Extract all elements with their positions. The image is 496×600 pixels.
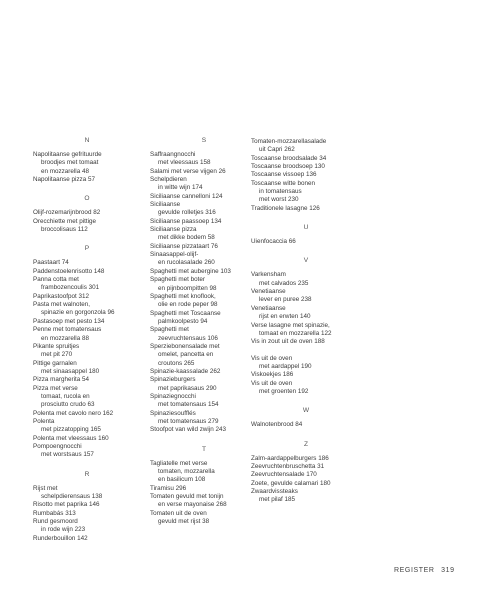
index-entry: [251, 322, 361, 339]
index-entry: [251, 171, 361, 179]
entry-continuation: rijst en erwten 140: [259, 313, 311, 321]
entry-continuation: met tomatensaus 279: [158, 418, 219, 425]
section-letter: W: [302, 407, 310, 415]
index-entry: [33, 151, 141, 176]
entry-title: Viskoekjes 186: [251, 371, 294, 379]
index-entry: [150, 276, 258, 293]
index-entry: [251, 347, 361, 355]
entry-continuation: broccolisaus 112: [41, 226, 88, 234]
entry-continuation: met pizzatopping 165: [41, 426, 101, 434]
entry-title: Saffraangnocchi: [150, 151, 196, 158]
index-entry: [150, 226, 258, 243]
entry-title: Salami met verse vijgen 26: [150, 167, 226, 175]
index-entry: [33, 435, 141, 443]
entry-title: Tomaten gevuld met tonijn: [150, 493, 224, 501]
entry-title: [251, 347, 361, 355]
index-entry: [251, 463, 361, 471]
entry-title: Zoete, gevulde calamari 180: [251, 479, 331, 487]
index-entry: [33, 485, 141, 502]
section-letter: N: [84, 137, 90, 144]
index-section: [251, 138, 361, 213]
index-column-2: [150, 136, 258, 536]
entry-title: Risotto met paprika 146: [33, 501, 100, 509]
index-entry: [150, 243, 258, 251]
index-section: [33, 194, 141, 234]
entry-continuation: met tomatensaus 154: [158, 401, 219, 409]
index-entry: [251, 421, 361, 429]
entry-title: Walnotenbrood 84: [251, 421, 303, 429]
index-entry: [150, 326, 258, 343]
index-entry: [33, 326, 141, 343]
index-entry: [150, 268, 258, 276]
index-entry: [150, 151, 258, 168]
index-entry: [33, 176, 141, 184]
entry-title: Verse lasagne met spinazie,: [251, 321, 330, 329]
index-entry: [33, 376, 141, 384]
section-letter: P: [84, 245, 90, 253]
index-entry: [150, 176, 258, 193]
entry-title: Vis uit de oven: [251, 379, 293, 387]
entry-title: Spinaziesoufflés: [150, 409, 196, 417]
index-entry: [251, 138, 361, 155]
entry-title: Stoofpot van wild zwijn 243: [150, 426, 226, 434]
index-section: [150, 445, 258, 527]
entry-title: Sperziebonensalade met: [150, 342, 220, 350]
index-entry: [33, 318, 141, 326]
entry-continuation: prosciutto crudo 63: [41, 401, 95, 409]
index-entry: [33, 343, 141, 360]
index-entry: [33, 418, 141, 435]
section-letter: S: [201, 137, 207, 144]
index-entry: [251, 488, 361, 505]
entry-continuation: in rode wijn 223: [41, 526, 86, 534]
entry-title: Siciliaanse pizza: [150, 226, 197, 234]
index-entry: [150, 426, 258, 434]
entry-continuation: omelet, pancetta en: [158, 351, 214, 359]
entry-continuation: met calvados 235: [259, 279, 309, 287]
entry-title: Olijf-rozemarijnbrood 82: [33, 209, 101, 217]
entry-title: Zwaardvissteaks: [251, 487, 298, 495]
entry-title: Tomaten-mozzarellasalade: [251, 138, 327, 145]
index-entry: [251, 238, 361, 246]
index-section: [33, 136, 141, 184]
entry-title: Tomaten uit de oven: [150, 509, 207, 517]
entry-title: Siciliaanse cannelloni 124: [150, 192, 223, 200]
entry-title: Pastasoep met pesto 134: [33, 317, 105, 325]
index-entry: [33, 209, 141, 217]
entry-title: Sinaasappel-olijf-: [150, 251, 199, 259]
index-entry: [33, 535, 141, 543]
index-entry: [150, 343, 258, 368]
index-column-3: [251, 138, 361, 515]
index-entry: [33, 518, 141, 535]
entry-continuation: met vleessaus 158: [158, 159, 211, 167]
entry-title: Toscaanse broodsoep 130: [251, 163, 325, 171]
entry-continuation: en verse mayonaise 268: [158, 501, 227, 509]
index-entry: [251, 380, 361, 397]
page-footer: [394, 567, 455, 574]
index-entry: [150, 393, 258, 410]
entry-title: Vis uit de oven: [251, 354, 293, 362]
entry-continuation: met aardappel 190: [259, 362, 312, 370]
entry-continuation: gevulde rolletjes 316: [158, 209, 216, 217]
entry-title: Spaghetti met knoflook,: [150, 292, 216, 300]
index-section: [150, 136, 258, 435]
entry-continuation: olie en rode peper 98: [158, 301, 218, 309]
entry-title: Tiramisu 296: [150, 484, 187, 492]
index-entry: [150, 460, 258, 485]
entry-continuation: en rucolasalade 260: [158, 259, 215, 267]
index-entry: [150, 201, 258, 218]
section-letter: Z: [303, 440, 309, 448]
entry-continuation: met pilaf 185: [259, 496, 296, 504]
entry-title: Panna cotta met: [33, 276, 79, 284]
entry-continuation: met pit 270: [41, 351, 73, 359]
entry-title: Zalm-aardappelburgers 186: [251, 454, 329, 462]
index-entry: [251, 355, 361, 372]
index-section: [251, 406, 361, 429]
index-entry: [33, 385, 141, 410]
entry-title: Rund gesmoord: [33, 518, 78, 526]
index-entry: [33, 301, 141, 318]
entry-continuation: en mozzarella 48: [41, 167, 89, 175]
index-entry: [150, 485, 258, 493]
index-entry: [150, 368, 258, 376]
entry-title: Pizza met verse: [33, 384, 78, 392]
index-entry: [251, 155, 361, 163]
section-letter: U: [303, 224, 309, 232]
entry-continuation: uit Capri 262: [259, 146, 295, 154]
entry-continuation: met groenten 192: [259, 387, 309, 395]
index-entry: [33, 410, 141, 418]
index-entry: [33, 259, 141, 267]
index-section: [251, 256, 361, 396]
index-section: [251, 440, 361, 505]
entry-title: Traditionele lasagne 126: [251, 204, 320, 212]
entry-continuation: schelpdierensaus 138: [41, 493, 103, 500]
entry-continuation: met dikke bodem 58: [158, 234, 215, 242]
index-section: [251, 223, 361, 246]
index-entry: [150, 251, 258, 268]
entry-continuation: croutons 265: [158, 359, 195, 367]
entry-continuation: zeevruchtensaus 106: [158, 334, 218, 342]
entry-title: Paprikastoofpot 312: [33, 292, 90, 300]
entry-title: Runderbouillon 142: [33, 534, 88, 542]
entry-continuation: en pijnboompitten 98: [158, 284, 217, 292]
entry-title: Toscaanse vissoep 136: [251, 171, 317, 179]
entry-title: Toscaanse broodsalade 34: [251, 154, 327, 162]
index-entry: [33, 293, 141, 301]
entry-continuation: tomaat, rucola en: [41, 392, 90, 400]
entry-title: Spinazie-kaassalade 262: [150, 367, 221, 375]
entry-title: Varkensham: [251, 271, 286, 279]
section-letter: R: [84, 470, 90, 478]
index-entry: [150, 168, 258, 176]
entry-title: Zeevruchtensalade 170: [251, 471, 317, 479]
index-entry: [33, 443, 141, 460]
entry-title: Uienfocaccia 66: [251, 238, 296, 246]
entry-title: Spinazieburgers: [150, 376, 196, 384]
entry-title: Polenta met cavolo nero 162: [33, 409, 114, 417]
entry-title: Pasta met walnoten,: [33, 301, 91, 309]
entry-continuation: en basilicum 108: [158, 476, 206, 484]
entry-title: Paddenstoelenrisotto 148: [33, 267, 105, 275]
entry-continuation: gevuld met rijst 38: [158, 518, 210, 526]
section-letter: O: [84, 195, 90, 203]
entry-title: Spinaziegnocchi: [150, 392, 196, 400]
index-entry: [150, 193, 258, 201]
index-entry: [251, 163, 361, 171]
index-entry: [251, 288, 361, 305]
entry-title: Paastaart 74: [33, 259, 69, 267]
entry-title: Napolitaanse pizza 57: [33, 176, 95, 184]
index-entry: [150, 293, 258, 310]
index-entry: [150, 493, 258, 510]
entry-title: Orecchiette met pittige: [33, 217, 96, 225]
entry-continuation: met worst 230: [259, 196, 299, 204]
entry-continuation: met worstsaus 157: [41, 451, 94, 459]
entry-title: Siciliaanse pizzataart 76: [150, 242, 218, 250]
entry-title: Zeevruchtenbruschetta 31: [251, 462, 325, 470]
entry-title: Toscaanse witte bonen: [251, 179, 316, 187]
index-entry: [33, 360, 141, 377]
entry-continuation: in witte wijn 174: [158, 184, 203, 192]
entry-title: Spaghetti met aubergine 103: [150, 267, 231, 275]
index-entry: [33, 268, 141, 276]
index-entry: [33, 276, 141, 293]
entry-continuation: palmkoolpesto 94: [158, 317, 208, 325]
entry-title: Polenta met vleessaus 160: [33, 434, 109, 442]
entry-title: Tagliatelle met verse: [150, 459, 208, 467]
index-entry: [251, 271, 361, 288]
index-entry: [251, 305, 361, 322]
index-entry: [251, 480, 361, 488]
index-entry: [251, 338, 361, 346]
entry-continuation: broodjes met tomaat: [41, 159, 99, 167]
entry-title: Schelpdieren: [150, 176, 187, 184]
entry-title: Spaghetti met: [150, 326, 189, 334]
entry-continuation: en mozzarella 88: [41, 334, 89, 342]
entry-title: Polenta: [33, 417, 55, 425]
index-entry: [150, 218, 258, 226]
entry-title: Spaghetti met boter: [150, 276, 205, 284]
entry-title: Vis in zout uit de oven 188: [251, 338, 325, 346]
entry-title: Venetiaanse: [251, 288, 286, 296]
footer-label: REGISTER: [394, 567, 435, 574]
index-entry: [150, 510, 258, 527]
entry-title: Pittige garnalen: [33, 359, 77, 367]
section-letter: T: [201, 445, 207, 453]
entry-continuation: lever en puree 238: [259, 296, 312, 304]
entry-continuation: tomaat en mozzarella 122: [259, 329, 332, 337]
index-entry: [33, 218, 141, 235]
index-entry: [150, 376, 258, 393]
index-entry: [251, 205, 361, 213]
index-entry: [251, 455, 361, 463]
index-entry: [33, 501, 141, 509]
entry-title: Siciliaanse: [150, 201, 181, 209]
entry-title: Pizza margherita 54: [33, 376, 89, 384]
index-section: [33, 470, 141, 543]
index-entry: [251, 471, 361, 479]
index-entry: [251, 371, 361, 379]
entry-title: Penne met tomatensaus: [33, 326, 102, 334]
entry-title: Napolitaanse gefrituurde: [33, 151, 102, 158]
entry-title: Pikante spruitjes: [33, 342, 80, 350]
entry-title: Spaghetti met Toscaanse: [150, 309, 221, 317]
index-section: [33, 244, 141, 459]
entry-continuation: spinazie en gorgonzola 96: [41, 309, 115, 317]
entry-continuation: frambozencoulis 301: [41, 284, 100, 292]
index-entry: [150, 410, 258, 427]
entry-continuation: met paprikasaus 290: [158, 384, 217, 392]
entry-title: Venetiaanse: [251, 304, 286, 312]
index-column-1: [33, 136, 141, 553]
section-letter: V: [303, 257, 309, 265]
page-number: 319: [441, 567, 455, 574]
entry-title: Rijst met: [33, 484, 58, 492]
entry-continuation: met sinaasappel 180: [41, 367, 100, 375]
index-entry: [33, 510, 141, 518]
entry-title: Rumbabás 313: [33, 509, 76, 517]
entry-continuation: in tomatensaus: [259, 188, 302, 196]
entry-continuation: tomaten, mozzarella: [158, 468, 215, 476]
index-entry: [251, 180, 361, 205]
index-entry: [150, 310, 258, 327]
entry-title: Siciliaanse paassoep 134: [150, 217, 222, 225]
entry-title: Pompoengnocchi: [33, 442, 82, 450]
